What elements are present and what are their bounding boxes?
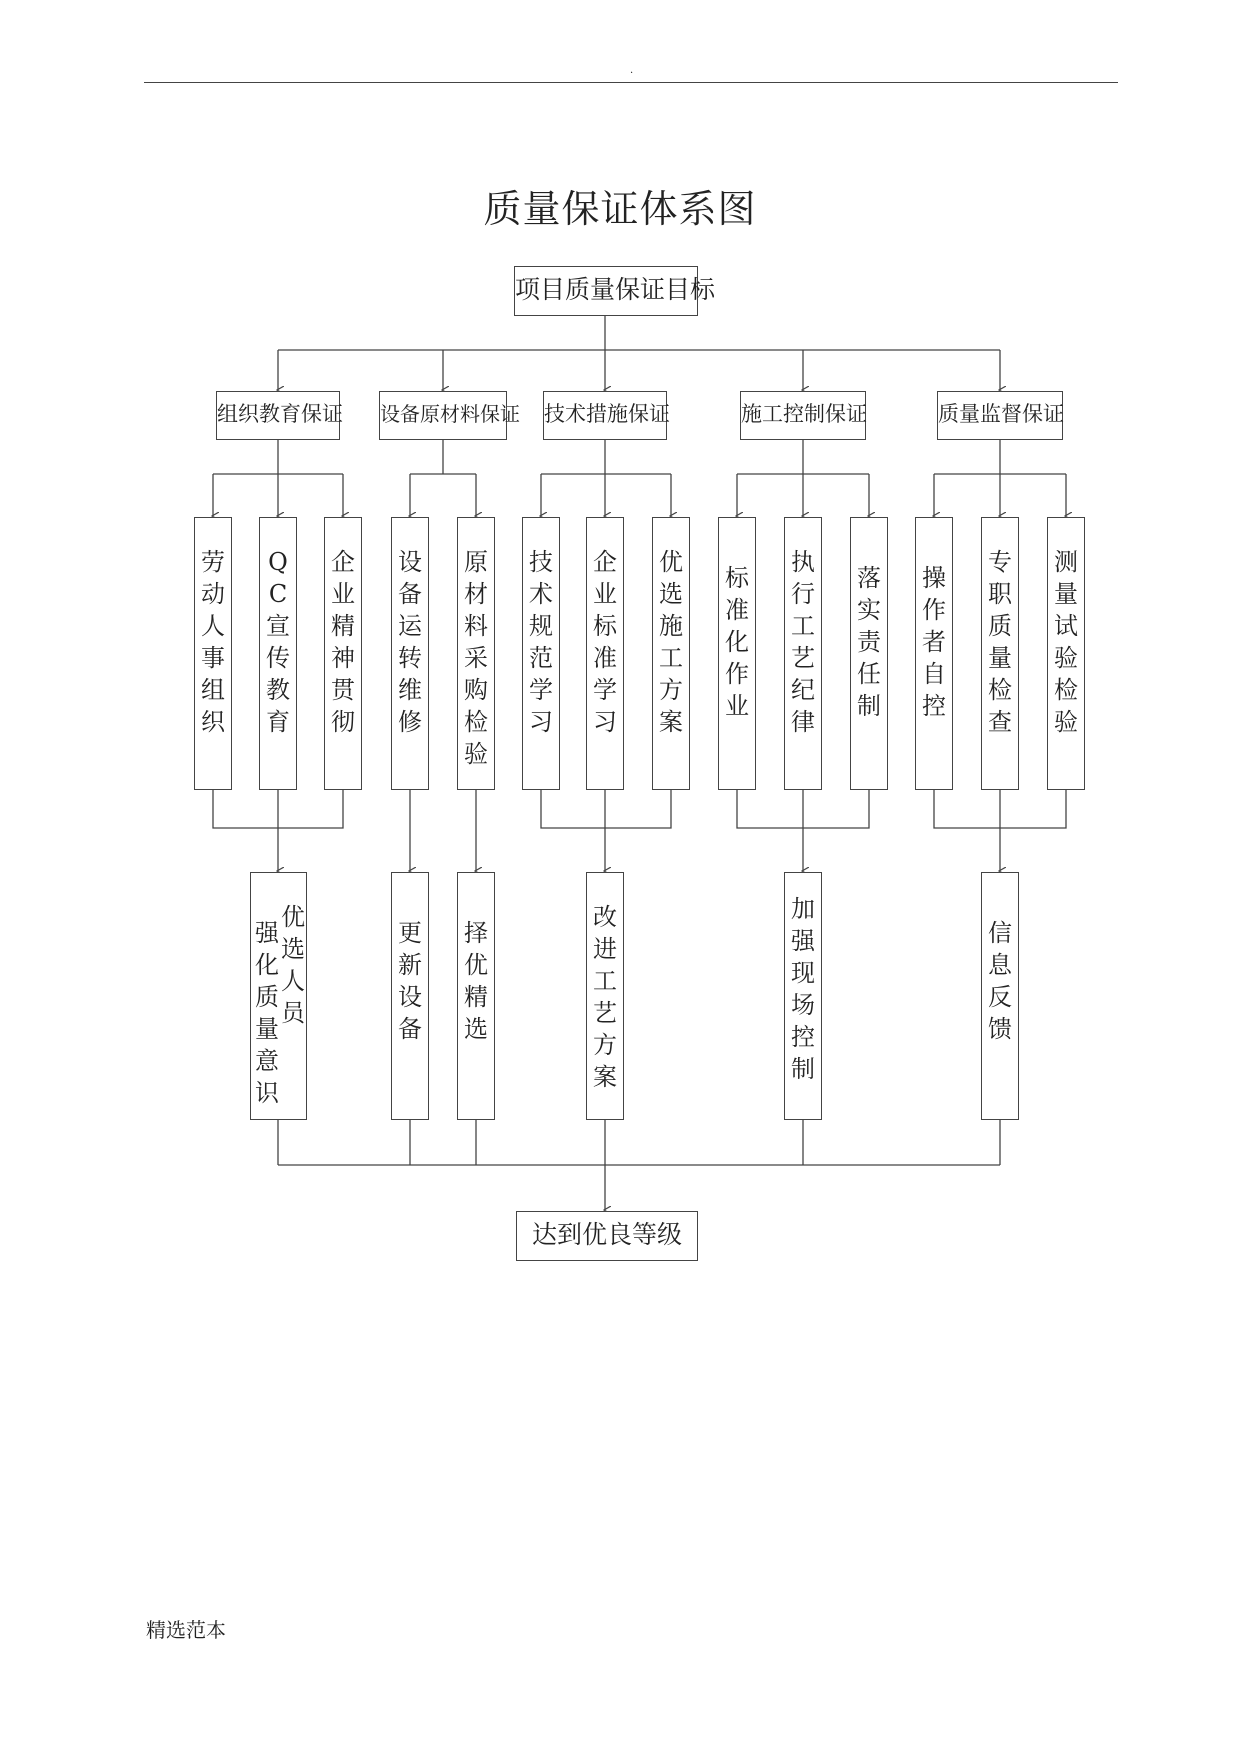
category-label: 组织教育保证 (217, 402, 343, 426)
final-goal-box (516, 1211, 698, 1261)
sub-item-label: 落实责任制 (857, 564, 881, 720)
sub-item-label: 企业标准学习 (593, 548, 617, 736)
outcome-label: 择优精选 (464, 919, 488, 1043)
sub-item-label: 操作者自控 (922, 564, 946, 720)
outcome-label: 加强现场控制 (791, 895, 815, 1083)
sub-item-box (652, 517, 690, 790)
sub-item-box (784, 517, 822, 790)
outcome-box (586, 872, 624, 1120)
sub-item-label: 技术规范学习 (529, 548, 553, 736)
top-goal-label: 项目质量保证目标 (515, 275, 716, 304)
category-label: 技术措施保证 (544, 402, 670, 426)
sub-item-label: 专职质量检查 (988, 548, 1012, 736)
outcome-box (981, 872, 1019, 1120)
category-label: 施工控制保证 (741, 402, 867, 426)
sub-item-box (194, 517, 232, 790)
outcome-label: 强化质量意识 (255, 919, 279, 1107)
category-box (937, 391, 1063, 440)
sub-item-label: 优选施工方案 (659, 548, 683, 736)
sub-item-box (981, 517, 1019, 790)
sub-item-label: 原材料采购检验 (464, 548, 488, 768)
sub-item-label: 执行工艺纪律 (791, 548, 815, 736)
outcome-label: 改进工艺方案 (593, 903, 617, 1091)
sub-item-label: 企业精神贯彻 (331, 548, 355, 736)
category-box (379, 391, 520, 440)
sub-item-box (457, 517, 495, 790)
outcome-box (391, 872, 429, 1120)
outcome-label: 信息反馈 (988, 919, 1012, 1043)
category-label: 质量监督保证 (938, 402, 1064, 426)
sub-item-box (522, 517, 560, 790)
category-label: 设备原材料保证 (380, 402, 520, 426)
category-box (543, 391, 670, 440)
outcome-label: 更新设备 (398, 919, 422, 1043)
top-goal-box (514, 266, 716, 316)
sub-item-label: 劳动人事组织 (201, 548, 225, 736)
page-title: 质量保证体系图 (483, 187, 757, 231)
outcome-box (250, 872, 307, 1120)
sub-item-box (586, 517, 624, 790)
category-box (216, 391, 343, 440)
outcome-box (784, 872, 822, 1120)
outcome-box (457, 872, 495, 1120)
sub-item-box (718, 517, 756, 790)
category-box (740, 391, 866, 440)
sub-item-box (850, 517, 888, 790)
final-goal-label: 达到优良等级 (531, 1220, 682, 1249)
sub-item-box (915, 517, 953, 790)
outcome-label: 优选人员 (281, 903, 305, 1027)
header-mark: . (630, 65, 634, 76)
sub-item-box (1047, 517, 1085, 790)
sub-item-box (324, 517, 362, 790)
sub-item-box (391, 517, 429, 790)
sub-item-label: QC宣传教育 (266, 548, 290, 736)
footer-text: 精选范本 (146, 1618, 226, 1642)
sub-item-box (259, 517, 297, 790)
sub-item-label: 测量试验检验 (1054, 548, 1078, 736)
sub-item-label: 标准化作业 (725, 564, 749, 720)
sub-item-label: 设备运转维修 (398, 548, 422, 736)
